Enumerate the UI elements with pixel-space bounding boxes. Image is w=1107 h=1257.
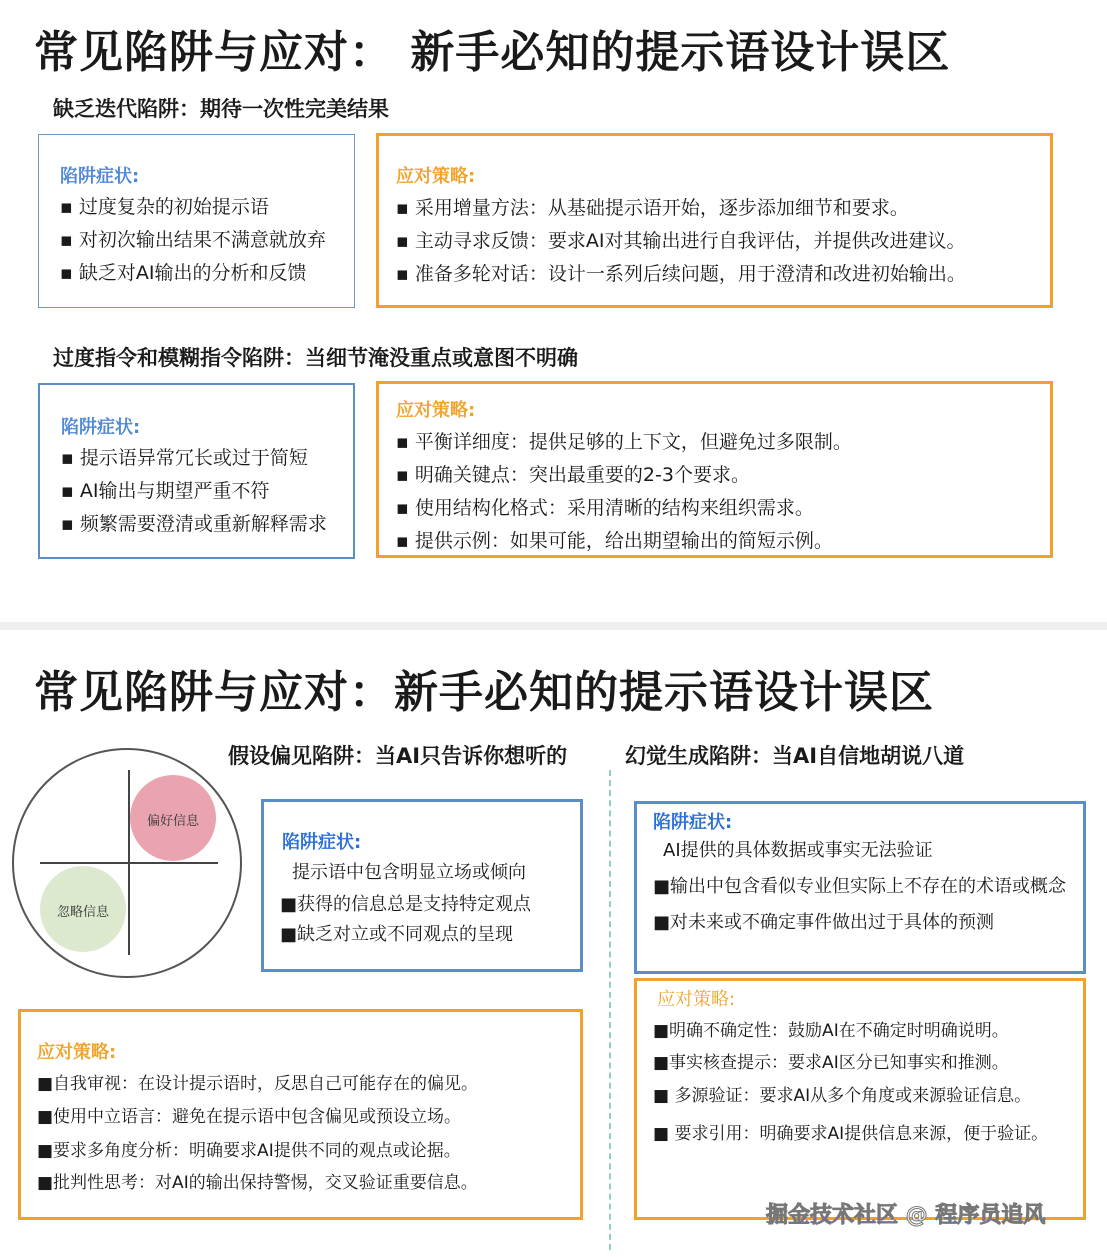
list-item: ▪ 主动寻求反馈：要求AI对其输出进行自我评估，并提供改进建议。 (396, 230, 966, 252)
section2-heading: 过度指令和模糊指令陷阱：当细节淹没重点或意图不明确 (53, 346, 578, 370)
list-item: ■ 多源验证：要求AI从多个角度或来源验证信息。 (653, 1086, 1032, 1106)
list-item: 提示语中包含明显立场或倾向 (292, 862, 526, 883)
hallucination-symptoms-box (634, 801, 1086, 974)
section1-strategy-label: 应对策略: (396, 166, 476, 187)
list-item: ▪ 对初次输出结果不满意就放弃 (60, 229, 326, 251)
bias-symptoms-box (261, 799, 583, 972)
list-item: ▪ 频繁需要澄清或重新解释需求 (61, 513, 327, 535)
list-item: ▪ 提供示例：如果可能，给出期望输出的简短示例。 (396, 530, 833, 552)
list-item: ▪ 使用结构化格式：采用清晰的结构来组织需求。 (396, 497, 814, 519)
list-item: ■使用中立语言：避免在提示语中包含偏见或预设立场。 (37, 1107, 462, 1127)
list-item: ▪ 过度复杂的初始提示语 (60, 196, 269, 218)
section2-strategy-box (376, 381, 1053, 558)
list-item: ▪ 平衡详细度：提供足够的上下文，但避免过多限制。 (396, 431, 852, 453)
list-item: ■对未来或不确定事件做出过于具体的预测 (653, 912, 995, 933)
section1-heading: 缺乏迭代陷阱：期待一次性完美结果 (53, 97, 389, 121)
hallucination-heading: 幻觉生成陷阱：当AI自信地胡说八道 (625, 744, 965, 768)
list-item: ▪ 明确关键点：突出最重要的2-3个要求。 (396, 464, 750, 486)
list-item: ▪ 采用增量方法：从基础提示语开始，逐步添加细节和要求。 (396, 197, 909, 219)
section1-strategy-box (376, 133, 1053, 308)
hallucination-symptoms-label: 陷阱症状: (653, 812, 733, 833)
list-item: ■明确不确定性：鼓励AI在不确定时明确说明。 (653, 1021, 1009, 1041)
list-item: ▪ 准备多轮对话：设计一系列后续问题，用于澄清和改进初始输出。 (396, 263, 966, 285)
top-page-title: 常见陷阱与应对： 新手必知的提示语设计误区 (34, 27, 951, 78)
hallucination-strategy-box (634, 978, 1086, 1220)
list-item: ■缺乏对立或不同观点的呈现 (280, 924, 514, 945)
bias-symptoms-label: 陷阱症状: (282, 832, 362, 853)
list-item: ▪ 提示语异常冗长或过于简短 (61, 447, 308, 469)
hallucination-strategy-label: 应对策略: (657, 989, 736, 1010)
list-item: ■输出中包含看似专业但实际上不存在的术语或概念 (653, 876, 1067, 897)
ignored-info-label: 忽略信息 (56, 905, 109, 920)
bottom-page-title: 常见陷阱与应对：新手必知的提示语设计误区 (34, 667, 934, 718)
list-item: ■自我审视：在设计提示语时，反思自己可能存在的偏见。 (37, 1074, 479, 1094)
bias-heading: 假设偏见陷阱：当AI只告诉你想听的 (228, 744, 568, 768)
preferred-info-circle (130, 775, 216, 861)
slide-separator (0, 622, 1107, 630)
list-item: ■批判性思考：对AI的输出保持警惕，交叉验证重要信息。 (37, 1173, 478, 1193)
list-item: ■获得的信息总是支持特定观点 (280, 894, 532, 915)
section2-strategy-label: 应对策略: (396, 400, 476, 421)
section2-symptoms-box (38, 383, 355, 559)
bias-strategy-box (18, 1009, 583, 1220)
list-item: ■要求多角度分析：明确要求AI提供不同的观点或论据。 (37, 1141, 461, 1161)
section1-symptoms-box (38, 134, 355, 308)
preferred-info-label: 偏好信息 (146, 814, 199, 829)
list-item: ■ 要求引用：明确要求AI提供信息来源，便于验证。 (653, 1124, 1049, 1144)
section2-symptoms-label: 陷阱症状: (61, 417, 141, 438)
list-item: ▪ AI输出与期望严重不符 (61, 480, 270, 502)
ignored-info-circle (40, 866, 126, 952)
column-divider (609, 770, 611, 1250)
watermark: 掘金技术社区 @ 程序员追风 (766, 1203, 1046, 1228)
bias-strategy-label: 应对策略: (37, 1042, 117, 1063)
diagram-horizontal-axis (40, 862, 218, 864)
list-item: AI提供的具体数据或事实无法验证 (663, 840, 933, 861)
section1-symptoms-label: 陷阱症状: (60, 166, 140, 187)
list-item: ■事实核查提示：要求AI区分已知事实和推测。 (653, 1053, 1009, 1073)
list-item: ▪ 缺乏对AI输出的分析和反馈 (60, 262, 307, 284)
